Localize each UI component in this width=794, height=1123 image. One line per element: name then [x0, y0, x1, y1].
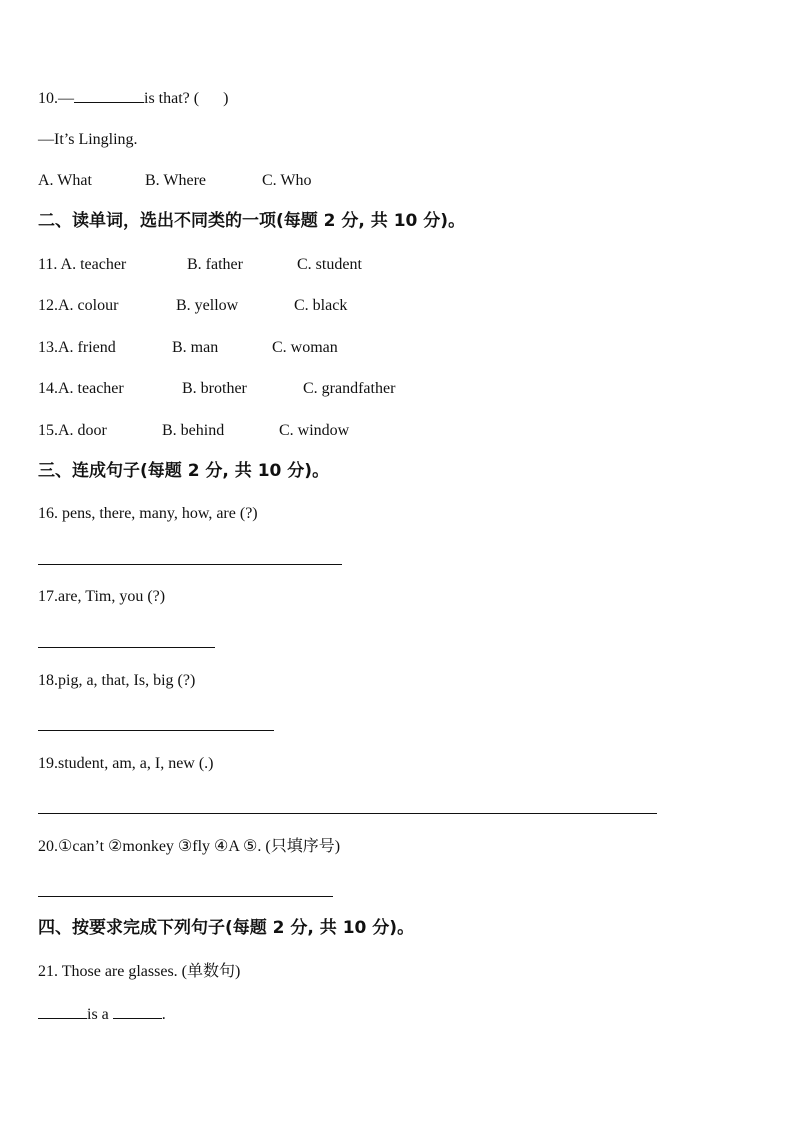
q13-option-b: B. man [172, 339, 219, 356]
q11-row [38, 255, 538, 275]
q13-option-c: C. woman [272, 339, 338, 356]
q12-option-a: .A. colour [54, 297, 119, 314]
q12-option-c: C. black [294, 297, 348, 314]
q21-middle-text: is a [87, 1006, 109, 1023]
q10-stem [38, 88, 228, 109]
q13-row [38, 338, 538, 358]
q10-option-b: B. Where [145, 172, 207, 189]
q14-row [38, 379, 538, 399]
q12-number: 12 [38, 297, 54, 314]
q15-number: 15 [38, 422, 54, 439]
q15-option-c: C. window [279, 422, 350, 439]
q10-option-c: C. Who [262, 172, 312, 189]
q10-response: —It’s Lingling. [38, 131, 138, 148]
q15-row [38, 421, 538, 441]
q17-prompt: 17.are, Tim, you (?) [38, 588, 166, 605]
q10-paren-close: ) [223, 90, 229, 107]
q19-answer-line[interactable] [38, 813, 657, 814]
q14-option-c: C. grandfather [303, 380, 396, 397]
q10-dash: — [58, 90, 74, 107]
q20-prompt: 20.①can’t ②monkey ③fly ④A ⑤. (只填序号) [38, 838, 341, 855]
q14-option-a: .A. teacher [54, 380, 124, 397]
q15-option-b: B. behind [162, 422, 225, 439]
q15-option-a: .A. door [54, 422, 107, 439]
section4-heading: 四、按要求完成下列句子(每题 2 分, 共 10 分)。 [38, 918, 415, 938]
q10-answer-blank[interactable] [74, 88, 144, 103]
q13-number: 13 [38, 339, 54, 356]
q18-prompt: 18.pig, a, that, Is, big (?) [38, 672, 196, 689]
q11-option-a: . A. teacher [53, 256, 127, 273]
q18-answer-line[interactable] [38, 730, 274, 731]
q21-blank-1[interactable] [38, 1004, 87, 1019]
q14-option-b: B. brother [182, 380, 247, 397]
q14-number: 14 [38, 380, 54, 397]
q10-stem-text: is that? ( [144, 90, 200, 107]
q12-option-b: B. yellow [176, 297, 239, 314]
q20-answer-line[interactable] [38, 896, 333, 897]
q10-option-a: A. What [38, 172, 92, 189]
q11-number: 11 [38, 256, 54, 273]
q10-number: 10. [38, 90, 58, 107]
q12-row [38, 296, 538, 316]
q21-answer-row [38, 1004, 166, 1025]
q16-answer-line[interactable] [38, 564, 342, 565]
q19-prompt: 19.student, am, a, I, new (.) [38, 755, 214, 772]
q11-option-b: B. father [187, 256, 243, 273]
q16-prompt: 16. pens, there, many, how, are (?) [38, 505, 258, 522]
q21-prompt: 21. Those are glasses. (单数句) [38, 963, 241, 980]
q21-blank-2[interactable] [113, 1004, 162, 1019]
section3-heading: 三、连成句子(每题 2 分, 共 10 分)。 [38, 461, 330, 481]
q21-end-text: . [161, 1006, 166, 1023]
q17-answer-line[interactable] [38, 647, 215, 648]
section2-heading: 二、读单词，选出不同类的一项(每题 2 分, 共 10 分)。 [38, 211, 466, 231]
q11-option-c: C. student [297, 256, 362, 273]
q13-option-a: .A. friend [54, 339, 116, 356]
